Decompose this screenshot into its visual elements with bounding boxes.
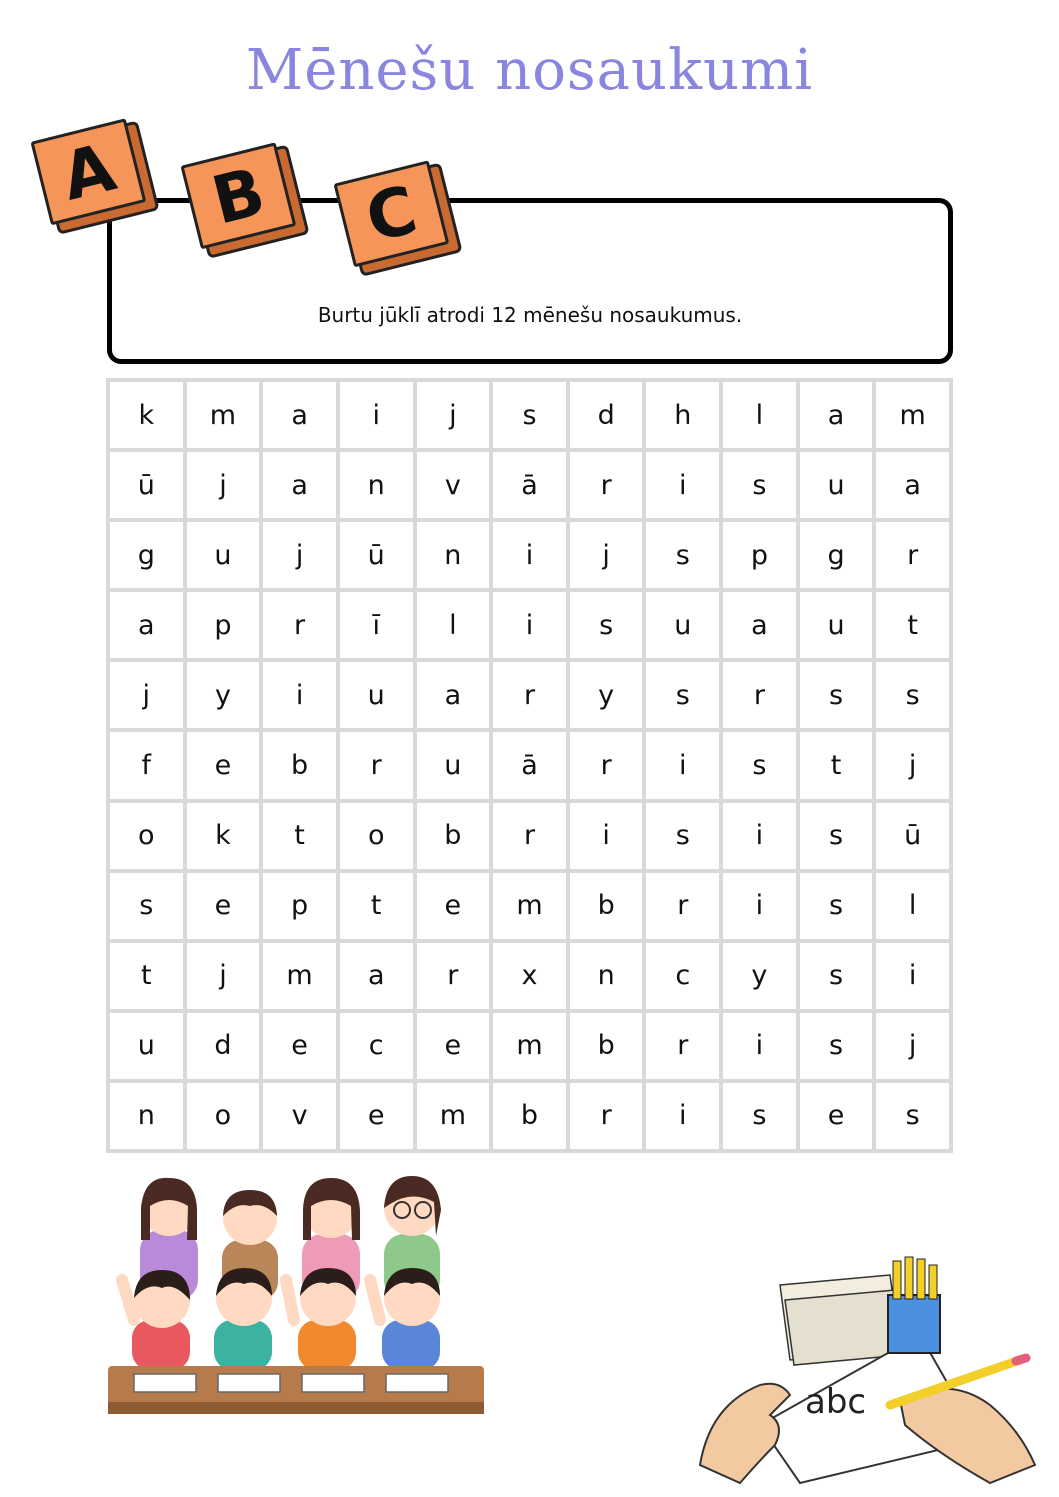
grid-cell: s <box>800 873 873 939</box>
grid-cell: u <box>800 592 873 658</box>
grid-cell: d <box>570 382 643 448</box>
grid-cell: e <box>417 873 490 939</box>
grid-cell: o <box>340 803 413 869</box>
grid-cell: r <box>570 1083 643 1149</box>
grid-cell: i <box>493 522 566 588</box>
grid-cell: x <box>493 943 566 1009</box>
grid-cell: r <box>493 803 566 869</box>
grid-cell: u <box>417 732 490 798</box>
grid-cell: t <box>263 803 336 869</box>
grid-cell: l <box>417 592 490 658</box>
grid-cell: t <box>876 592 949 658</box>
grid-cell: a <box>340 943 413 1009</box>
grid-cell: s <box>800 803 873 869</box>
grid-cell: r <box>646 1013 719 1079</box>
grid-cell: j <box>187 452 260 518</box>
grid-cell: b <box>493 1083 566 1149</box>
grid-cell: o <box>187 1083 260 1149</box>
grid-cell: c <box>646 943 719 1009</box>
grid-cell: m <box>876 382 949 448</box>
grid-cell: s <box>723 732 796 798</box>
grid-cell: ū <box>340 522 413 588</box>
grid-cell: s <box>646 803 719 869</box>
grid-cell: a <box>723 592 796 658</box>
grid-cell: p <box>723 522 796 588</box>
page-title: Mēnešu nosaukumi <box>245 38 814 103</box>
letter-block-c-label: C <box>333 160 449 267</box>
pencil-cup <box>888 1257 940 1353</box>
grid-cell: u <box>646 592 719 658</box>
grid-cell: s <box>876 662 949 728</box>
grid-cell: s <box>800 943 873 1009</box>
grid-cell: ī <box>340 592 413 658</box>
grid-cell: y <box>570 662 643 728</box>
grid-cell: f <box>110 732 183 798</box>
grid-cell: j <box>110 662 183 728</box>
grid-cell: r <box>570 452 643 518</box>
grid-cell: v <box>417 452 490 518</box>
grid-cell: s <box>493 382 566 448</box>
grid-cell: j <box>876 732 949 798</box>
grid-cell: g <box>110 522 183 588</box>
grid-cell: y <box>187 662 260 728</box>
grid-cell: l <box>723 382 796 448</box>
grid-cell: ā <box>493 732 566 798</box>
grid-cell: u <box>800 452 873 518</box>
grid-cell: a <box>876 452 949 518</box>
grid-cell: ū <box>110 452 183 518</box>
grid-cell: r <box>340 732 413 798</box>
grid-cell: s <box>876 1083 949 1149</box>
grid-cell: e <box>187 873 260 939</box>
grid-cell: k <box>110 382 183 448</box>
grid-cell: e <box>417 1013 490 1079</box>
classroom-kids-illustration <box>104 1170 488 1420</box>
instruction-text: Burtu jūklī atrodi 12 mēnešu nosaukumus. <box>317 303 743 327</box>
grid-cell: i <box>723 803 796 869</box>
grid-cell: p <box>187 592 260 658</box>
abc-handwriting: abc <box>805 1382 867 1422</box>
grid-cell: t <box>340 873 413 939</box>
grid-cell: ā <box>493 452 566 518</box>
grid-cell: u <box>110 1013 183 1079</box>
grid-cell: a <box>417 662 490 728</box>
grid-cell: a <box>800 382 873 448</box>
grid-cell: s <box>800 662 873 728</box>
letter-block-a-label: A <box>30 118 146 225</box>
grid-cell: j <box>876 1013 949 1079</box>
grid-cell: i <box>723 1013 796 1079</box>
grid-cell: i <box>340 382 413 448</box>
grid-cell: e <box>340 1083 413 1149</box>
grid-cell: i <box>723 873 796 939</box>
grid-cell: u <box>340 662 413 728</box>
grid-cell: d <box>187 1013 260 1079</box>
grid-cell: n <box>417 522 490 588</box>
grid-cell: s <box>800 1013 873 1079</box>
grid-cell: t <box>110 943 183 1009</box>
grid-cell: c <box>340 1013 413 1079</box>
grid-cell: u <box>187 522 260 588</box>
grid-cell: m <box>187 382 260 448</box>
grid-cell: j <box>417 382 490 448</box>
grid-cell: b <box>570 873 643 939</box>
grid-cell: i <box>876 943 949 1009</box>
grid-cell: ū <box>876 803 949 869</box>
grid-cell: i <box>646 452 719 518</box>
grid-cell: y <box>723 943 796 1009</box>
grid-cell: n <box>340 452 413 518</box>
grid-cell: s <box>723 1083 796 1149</box>
grid-cell: a <box>263 452 336 518</box>
grid-cell: j <box>263 522 336 588</box>
grid-cell: p <box>263 873 336 939</box>
grid-cell: s <box>646 662 719 728</box>
grid-cell: e <box>187 732 260 798</box>
grid-cell: b <box>570 1013 643 1079</box>
grid-cell: i <box>646 1083 719 1149</box>
front-row-children <box>122 1268 440 1370</box>
grid-cell: i <box>493 592 566 658</box>
grid-cell: i <box>263 662 336 728</box>
grid-cell: n <box>570 943 643 1009</box>
letter-block-b-label: B <box>180 142 296 249</box>
grid-cell: t <box>800 732 873 798</box>
grid-cell: m <box>263 943 336 1009</box>
grid-cell: k <box>187 803 260 869</box>
grid-cell: b <box>263 732 336 798</box>
grid-cell: o <box>110 803 183 869</box>
grid-cell: m <box>493 873 566 939</box>
grid-cell: e <box>800 1083 873 1149</box>
grid-cell: v <box>263 1083 336 1149</box>
grid-cell: i <box>646 732 719 798</box>
grid-cell: r <box>646 873 719 939</box>
writing-hands-illustration <box>690 1255 1040 1490</box>
grid-cell: m <box>417 1083 490 1149</box>
desks <box>108 1366 484 1414</box>
grid-cell: r <box>263 592 336 658</box>
grid-cell: e <box>263 1013 336 1079</box>
grid-cell: r <box>570 732 643 798</box>
grid-cell: r <box>876 522 949 588</box>
word-search-grid <box>106 378 953 1153</box>
grid-cell: s <box>110 873 183 939</box>
grid-cell: j <box>187 943 260 1009</box>
grid-cell: a <box>110 592 183 658</box>
grid-cell: a <box>263 382 336 448</box>
grid-cell: r <box>493 662 566 728</box>
grid-cell: i <box>570 803 643 869</box>
grid-cell: s <box>570 592 643 658</box>
grid-cell: s <box>723 452 796 518</box>
grid-cell: l <box>876 873 949 939</box>
grid-cell: m <box>493 1013 566 1079</box>
grid-cell: r <box>723 662 796 728</box>
grid-cell: r <box>417 943 490 1009</box>
grid-cell: j <box>570 522 643 588</box>
grid-cell: h <box>646 382 719 448</box>
grid-cell: b <box>417 803 490 869</box>
grid-cell: s <box>646 522 719 588</box>
grid-cell: g <box>800 522 873 588</box>
grid-cell: n <box>110 1083 183 1149</box>
